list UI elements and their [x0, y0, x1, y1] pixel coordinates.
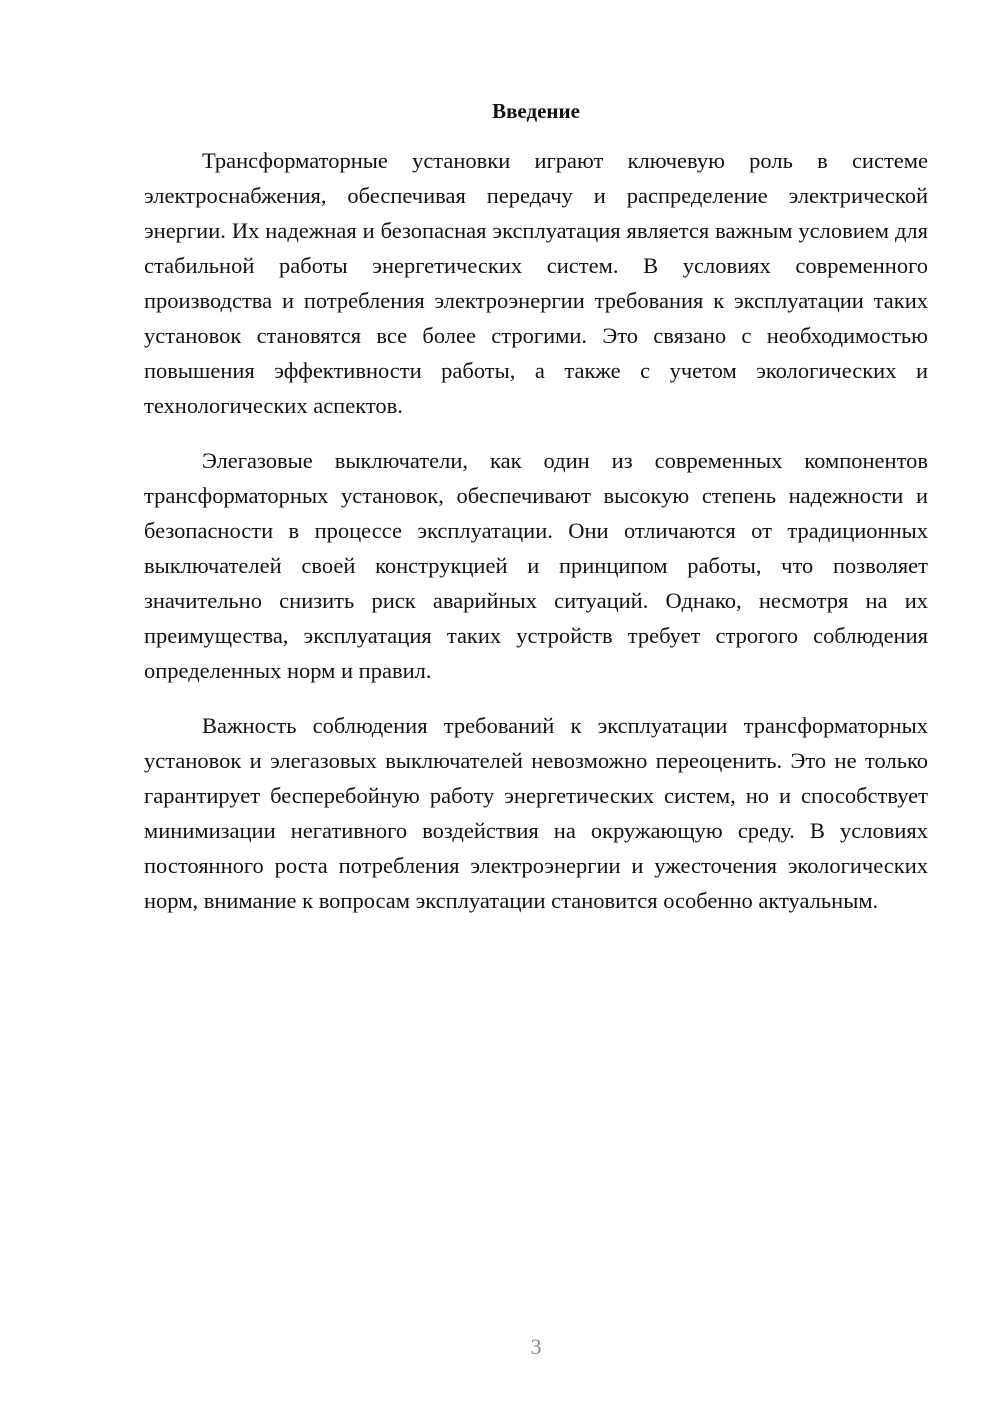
paragraph-1: Трансформаторные установки играют ключевую роль в системе электроснабжения, обеспечивая передачу и распределение электрической энергии. Их надежная и безопасная эксплуатация является важным условием для стабильной работы энергетических систем. В условиях современного производства и потребления электроэнергии требования к эксплуатации таких установок становятся все более строгими. Это связано с необходимостью повышения эффективности работы, а также с учетом экологических и технологических аспектов. — [144, 148, 928, 418]
paragraph-3: Важность соблюдения требований к эксплуатации трансформаторных установок и элегазовых выключателей невозможно переоценить. Это не только гарантирует бесперебойную работу энергетических систем, но и способствует минимизации негативного воздействия на окружающую среду. В условиях постоянного роста потребления электроэнергии и ужесточения экологических норм, внимание к вопросам эксплуатации становится особенно актуальным. — [144, 713, 928, 913]
page-number: 3 — [530, 1334, 542, 1359]
section-title: Введение — [492, 99, 580, 123]
paragraph-2: Элегазовые выключатели, как один из современных компонентов трансформаторных установок, обеспечивают высокую степень надежности и безопасности в процессе эксплуатации. Они отличаются от традиционных выключателей своей конструкцией и принципом работы, что позволяет значительно снизить риск аварийных ситуаций. Однако, несмотря на их преимущества, эксплуатация таких устройств требует строгого соблюдения определенных норм и правил. — [144, 448, 928, 683]
body-text — [144, 143, 928, 938]
